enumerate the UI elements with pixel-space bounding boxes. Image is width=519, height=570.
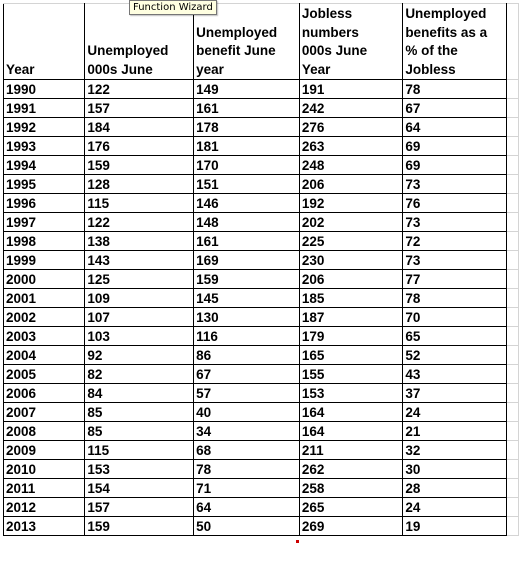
cell-benefit-pct[interactable]: 78 — [403, 80, 507, 99]
table-row — [4, 99, 519, 118]
empty-cell[interactable] — [507, 156, 519, 175]
table-row — [4, 346, 519, 365]
cell-unemployed[interactable]: 157 — [85, 99, 194, 118]
cell-jobless[interactable]: 164 — [299, 403, 402, 422]
cell-unemployed[interactable]: 107 — [85, 308, 194, 327]
empty-cell[interactable] — [507, 80, 519, 99]
cell-year[interactable]: 1993 — [4, 137, 85, 156]
cell-unemployed[interactable]: 92 — [85, 346, 194, 365]
function-wizard-tooltip: Function Wizard — [129, 0, 217, 15]
header-row — [4, 4, 519, 80]
cell-year[interactable]: 1997 — [4, 213, 85, 232]
table-row — [4, 156, 519, 175]
empty-cell[interactable] — [507, 308, 519, 327]
cell-unemployed[interactable]: 157 — [85, 498, 194, 517]
cell-jobless[interactable]: 206 — [299, 175, 402, 194]
cell-benefit[interactable]: 116 — [194, 327, 300, 346]
cell-year[interactable]: 2004 — [4, 346, 85, 365]
empty-cell[interactable] — [507, 118, 519, 137]
cell-benefit-pct[interactable]: 65 — [403, 327, 507, 346]
empty-cell[interactable] — [507, 4, 519, 80]
cell-benefit[interactable]: 130 — [194, 308, 300, 327]
empty-cell[interactable] — [507, 175, 519, 194]
cell-jobless[interactable]: 262 — [299, 460, 402, 479]
cell-benefit[interactable]: 68 — [194, 441, 300, 460]
header-cell-unemployed[interactable]: Unemployed 000s June — [85, 4, 194, 80]
cell-benefit[interactable]: 145 — [194, 289, 300, 308]
cell-year[interactable]: 2006 — [4, 384, 85, 403]
table-row — [4, 384, 519, 403]
empty-cell[interactable] — [507, 270, 519, 289]
cell-benefit-pct[interactable]: 67 — [403, 99, 507, 118]
empty-cell[interactable] — [507, 99, 519, 118]
cell-benefit-pct[interactable]: 70 — [403, 308, 507, 327]
empty-cell[interactable] — [507, 498, 519, 517]
table-row — [4, 175, 519, 194]
cell-unemployed[interactable]: 103 — [85, 327, 194, 346]
cell-benefit[interactable]: 86 — [194, 346, 300, 365]
table-row — [4, 441, 519, 460]
table-row — [4, 137, 519, 156]
table-row — [4, 422, 519, 441]
header-cell-benefit-pct[interactable]: Unemployed benefits as a % of the Jobless — [403, 4, 507, 80]
cell-unemployed[interactable]: 115 — [85, 441, 194, 460]
cell-unemployed[interactable]: 109 — [85, 289, 194, 308]
cell-benefit-pct[interactable]: 77 — [403, 270, 507, 289]
cell-benefit-pct[interactable]: 24 — [403, 403, 507, 422]
empty-cell[interactable] — [507, 327, 519, 346]
cell-benefit-pct[interactable]: 78 — [403, 289, 507, 308]
cell-year[interactable]: 1991 — [4, 99, 85, 118]
cell-benefit-pct[interactable]: 69 — [403, 156, 507, 175]
cell-year[interactable]: 1990 — [4, 80, 85, 99]
cell-jobless[interactable]: 265 — [299, 498, 402, 517]
cell-jobless[interactable]: 263 — [299, 137, 402, 156]
cell-year[interactable]: 2001 — [4, 289, 85, 308]
cell-benefit[interactable]: 178 — [194, 118, 300, 137]
cell-benefit-pct[interactable]: 32 — [403, 441, 507, 460]
table-row — [4, 194, 519, 213]
table-row — [4, 403, 519, 422]
cell-benefit[interactable]: 149 — [194, 80, 300, 99]
cell-unemployed[interactable]: 122 — [85, 80, 194, 99]
cell-jobless[interactable]: 153 — [299, 384, 402, 403]
table-row — [4, 327, 519, 346]
cell-jobless[interactable]: 165 — [299, 346, 402, 365]
empty-cell[interactable] — [507, 251, 519, 270]
cell-benefit-pct[interactable]: 19 — [403, 517, 507, 536]
cell-benefit[interactable]: 170 — [194, 156, 300, 175]
empty-cell[interactable] — [507, 460, 519, 479]
cell-unemployed[interactable]: 138 — [85, 232, 194, 251]
cell-jobless[interactable]: 248 — [299, 156, 402, 175]
cell-unemployed[interactable]: 82 — [85, 365, 194, 384]
cell-benefit-pct[interactable]: 76 — [403, 194, 507, 213]
cell-year[interactable]: 2008 — [4, 422, 85, 441]
table-row — [4, 498, 519, 517]
cell-benefit[interactable]: 161 — [194, 99, 300, 118]
table-row — [4, 289, 519, 308]
header-cell-benefit[interactable]: Unemployed benefit June year — [194, 4, 300, 80]
empty-cell[interactable] — [507, 384, 519, 403]
table-row — [4, 270, 519, 289]
empty-cell[interactable] — [507, 213, 519, 232]
cell-jobless[interactable]: 164 — [299, 422, 402, 441]
header-cell-year[interactable]: Year — [4, 4, 85, 80]
cell-unemployed[interactable]: 115 — [85, 194, 194, 213]
cell-benefit-pct[interactable]: 43 — [403, 365, 507, 384]
cell-benefit-pct[interactable]: 69 — [403, 137, 507, 156]
cell-jobless[interactable]: 230 — [299, 251, 402, 270]
cell-year[interactable]: 2005 — [4, 365, 85, 384]
cell-benefit[interactable]: 78 — [194, 460, 300, 479]
cell-year[interactable]: 1994 — [4, 156, 85, 175]
header-cell-jobless[interactable]: Jobless numbers 000s June Year — [299, 4, 402, 80]
empty-cell[interactable] — [507, 365, 519, 384]
cell-year[interactable]: 2003 — [4, 327, 85, 346]
cell-jobless[interactable]: 191 — [299, 80, 402, 99]
cell-jobless[interactable]: 225 — [299, 232, 402, 251]
cell-jobless[interactable]: 155 — [299, 365, 402, 384]
cell-year[interactable]: 1998 — [4, 232, 85, 251]
table-row — [4, 251, 519, 270]
empty-cell[interactable] — [507, 479, 519, 498]
cell-benefit-pct[interactable]: 72 — [403, 232, 507, 251]
cell-unemployed[interactable]: 85 — [85, 403, 194, 422]
cell-year[interactable]: 2002 — [4, 308, 85, 327]
cell-unemployed[interactable]: 184 — [85, 118, 194, 137]
cell-jobless[interactable]: 206 — [299, 270, 402, 289]
cell-unemployed[interactable]: 125 — [85, 270, 194, 289]
cell-benefit-pct[interactable]: 73 — [403, 213, 507, 232]
cell-jobless[interactable]: 187 — [299, 308, 402, 327]
cell-benefit-pct[interactable]: 64 — [403, 118, 507, 137]
cell-jobless[interactable]: 202 — [299, 213, 402, 232]
cell-year[interactable]: 2013 — [4, 517, 85, 536]
cell-unemployed[interactable]: 159 — [85, 156, 194, 175]
cell-unemployed[interactable]: 159 — [85, 517, 194, 536]
cell-unemployed[interactable]: 84 — [85, 384, 194, 403]
cell-jobless[interactable]: 276 — [299, 118, 402, 137]
cell-year[interactable]: 2007 — [4, 403, 85, 422]
cell-benefit-pct[interactable]: 37 — [403, 384, 507, 403]
cell-year[interactable]: 1992 — [4, 118, 85, 137]
cell-benefit[interactable]: 151 — [194, 175, 300, 194]
cell-unemployed[interactable]: 176 — [85, 137, 194, 156]
cell-benefit[interactable]: 169 — [194, 251, 300, 270]
cell-jobless[interactable]: 179 — [299, 327, 402, 346]
empty-cell[interactable] — [507, 289, 519, 308]
data-table — [3, 3, 519, 536]
cell-jobless[interactable]: 269 — [299, 517, 402, 536]
cell-benefit[interactable]: 146 — [194, 194, 300, 213]
cell-benefit[interactable]: 34 — [194, 422, 300, 441]
cell-benefit[interactable]: 71 — [194, 479, 300, 498]
cell-benefit[interactable]: 181 — [194, 137, 300, 156]
cell-benefit[interactable]: 40 — [194, 403, 300, 422]
cell-benefit[interactable]: 161 — [194, 232, 300, 251]
empty-cell[interactable] — [507, 422, 519, 441]
table-row — [4, 118, 519, 137]
cell-benefit[interactable]: 159 — [194, 270, 300, 289]
table-row — [4, 232, 519, 251]
cell-unemployed[interactable]: 128 — [85, 175, 194, 194]
table-row — [4, 213, 519, 232]
cell-benefit-pct[interactable]: 21 — [403, 422, 507, 441]
table-row — [4, 479, 519, 498]
table-row — [4, 460, 519, 479]
cell-benefit-pct[interactable]: 52 — [403, 346, 507, 365]
empty-cell[interactable] — [507, 137, 519, 156]
cell-year[interactable]: 2011 — [4, 479, 85, 498]
cell-benefit-pct[interactable]: 28 — [403, 479, 507, 498]
cell-year[interactable]: 2010 — [4, 460, 85, 479]
cell-benefit[interactable]: 148 — [194, 213, 300, 232]
empty-cell[interactable] — [507, 232, 519, 251]
cell-jobless[interactable]: 258 — [299, 479, 402, 498]
cell-benefit[interactable]: 50 — [194, 517, 300, 536]
cell-benefit[interactable]: 57 — [194, 384, 300, 403]
cell-year[interactable]: 1999 — [4, 251, 85, 270]
cell-jobless[interactable]: 192 — [299, 194, 402, 213]
cell-comment-marker — [296, 540, 299, 543]
cell-jobless[interactable]: 242 — [299, 99, 402, 118]
cell-jobless[interactable]: 211 — [299, 441, 402, 460]
empty-cell[interactable] — [507, 517, 519, 536]
cell-unemployed[interactable]: 154 — [85, 479, 194, 498]
empty-cell[interactable] — [507, 194, 519, 213]
cell-benefit-pct[interactable]: 24 — [403, 498, 507, 517]
cell-year[interactable]: 1996 — [4, 194, 85, 213]
cell-year[interactable]: 2012 — [4, 498, 85, 517]
table-row — [4, 517, 519, 536]
table-row — [4, 80, 519, 99]
empty-cell[interactable] — [507, 346, 519, 365]
cell-year[interactable]: 1995 — [4, 175, 85, 194]
cell-unemployed[interactable]: 153 — [85, 460, 194, 479]
cell-year[interactable]: 2009 — [4, 441, 85, 460]
table-row — [4, 308, 519, 327]
table-row — [4, 365, 519, 384]
empty-cell[interactable] — [507, 403, 519, 422]
cell-year[interactable]: 2000 — [4, 270, 85, 289]
cell-unemployed[interactable]: 122 — [85, 213, 194, 232]
cell-unemployed[interactable]: 143 — [85, 251, 194, 270]
cell-benefit[interactable]: 67 — [194, 365, 300, 384]
cell-benefit[interactable]: 64 — [194, 498, 300, 517]
empty-cell[interactable] — [507, 441, 519, 460]
cell-benefit-pct[interactable]: 30 — [403, 460, 507, 479]
cell-unemployed[interactable]: 85 — [85, 422, 194, 441]
cell-benefit-pct[interactable]: 73 — [403, 251, 507, 270]
cell-jobless[interactable]: 185 — [299, 289, 402, 308]
cell-benefit-pct[interactable]: 73 — [403, 175, 507, 194]
